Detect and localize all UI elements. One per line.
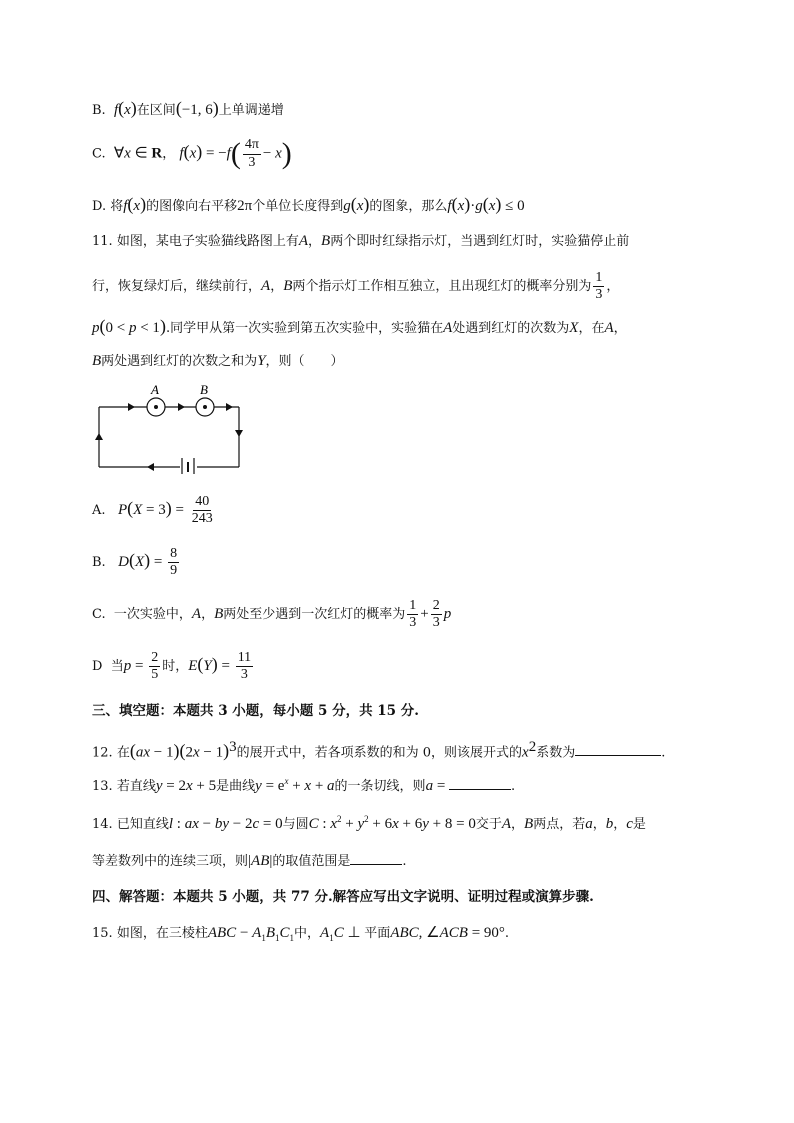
- answer-blank[interactable]: [449, 789, 511, 790]
- q11-line2: 行，恢复绿灯后，继续前行，A，B两个指示灯工作相互独立，且出现红灯的概率分别为 $\frac{1}{3}$ ，: [92, 270, 620, 303]
- option-label: B.: [92, 103, 106, 118]
- q13-line: 13. 若直线y = 2x + 5是曲线$y = e^x + x + a$的一条切线，则a = .: [92, 776, 516, 794]
- q12-line: 12. 在$(ax - 1)(2x - 1)^3$的展开式中，若各项系数的和为 0，则该展开式的$x^2$系数为 .: [92, 739, 666, 761]
- section-3-heading: 三、填空题：本题共 3 小题，每小题 5 分，共 15 分.: [92, 703, 419, 719]
- answer-blank[interactable]: [350, 864, 402, 865]
- option-b-line: B. f(x)在区间(−1, 6)上单调递增: [92, 98, 284, 118]
- lamp-a: [147, 398, 165, 416]
- section-4-heading: 四、解答题：本题共 5 小题，共 77 分.解答应写出文字说明、证明过程或演算步骤.: [92, 889, 594, 905]
- q11-option-d: D 当p = $\frac{2}{5}$ 时，E(Y) = $\frac{11}{3}$: [92, 650, 252, 683]
- q11-option-b: B. D(X) = $\frac{8}{9}$: [92, 546, 178, 579]
- circuit-diagram: [92, 382, 252, 474]
- q11-option-c: C. 一次实验中，A，B两处至少遇到一次红灯的概率为 $\frac{1}{3}$ + $\frac{2}{3}$ p: [92, 598, 452, 631]
- lamp-b: [196, 398, 214, 416]
- q11-line1: 11. 如图，某电子实验猫线路图上有A，B两个即时红绿指示灯，当遇到红灯时，实验猫停止前: [92, 233, 630, 249]
- label-b: B: [200, 382, 208, 397]
- option-c-line: C. ∀x ∈ R， f(x) = −f( $\frac{4\pi}{3}$ − x): [92, 137, 292, 170]
- option-d-line: D. 将f(x)的图像向右平移2π个单位长度得到g(x)的图象，那么f(x)·g(x) ≤ 0: [92, 194, 525, 214]
- q14-line2: 等差数列中的连续三项，则|AB|的取值范围是 .: [92, 853, 407, 869]
- option-label: C.: [92, 146, 106, 162]
- answer-blank[interactable]: [575, 755, 661, 756]
- q14-line1: 14. 已知直线l : ax − by − 2c = 0与圆C : $x^2 + y^2 + 6x + 6y + 8 = 0$交于A，B两点，若a，b，c是: [92, 814, 646, 832]
- q11-option-a: A. P(X = 3) = $\frac{40}{243}$: [92, 494, 213, 527]
- label-a: A: [151, 382, 159, 397]
- math-forall: ∀x ∈ R: [113, 145, 163, 162]
- q15-line: 15. 如图，在三棱柱ABC − $A_1B_1C_1$中，$A_1C$ ⊥ 平面ABC, ∠ACB = 90°.: [92, 925, 510, 943]
- q11-line3: p(0 < p < 1).同学甲从第一次实验到第五次实验中，实验猫在A处遇到红灯的次数为X，在A，: [92, 316, 627, 336]
- math-fx: f: [113, 102, 119, 118]
- q11-line4: B两处遇到红灯的次数之和为Y，则（ ）: [92, 353, 344, 369]
